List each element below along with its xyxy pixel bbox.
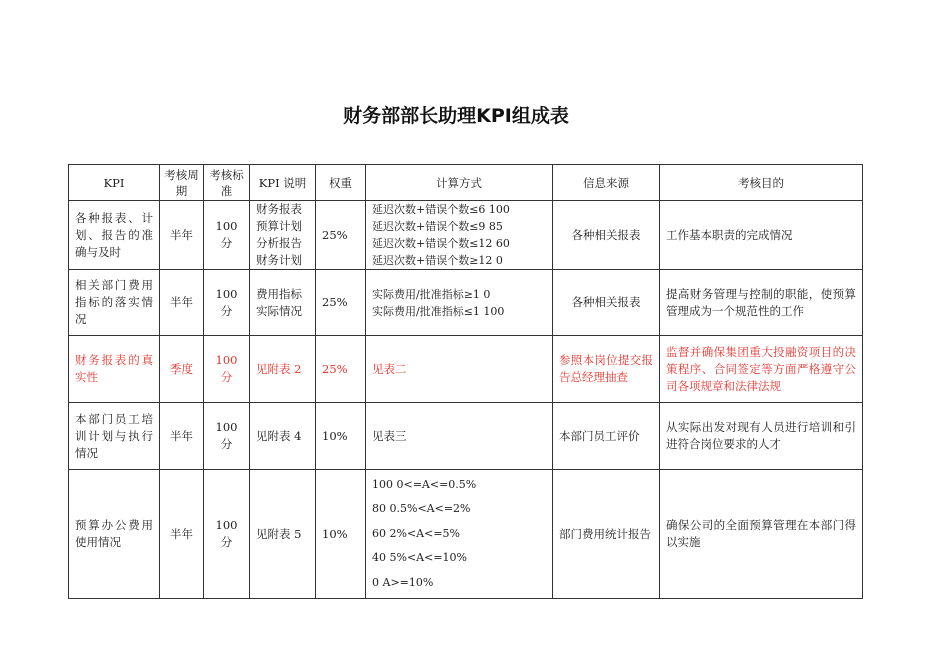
explain-line: 财务计划	[256, 253, 302, 267]
purpose-cell: 提高财务管理与控制的职能，使预算管理成为一个规范性的工作	[660, 270, 863, 336]
table-row	[69, 336, 863, 403]
kpi-table	[68, 164, 863, 599]
table-row	[69, 201, 863, 270]
calc-line: 0 A>=10%	[372, 575, 434, 589]
standard-cell: 100 分	[204, 470, 250, 599]
source-cell: 部门费用统计报告	[553, 470, 660, 599]
calc-cell	[366, 201, 553, 270]
calc-line: 延迟次数+错误个数≤12 60	[372, 237, 510, 250]
calc-line: 延迟次数+错误个数≤6 100	[372, 203, 510, 216]
header-cycle: 考核周期	[160, 165, 204, 201]
calc-line: 80 0.5%<A<=2%	[372, 502, 471, 516]
explain-line: 实际情况	[256, 303, 302, 318]
table-row	[69, 403, 863, 470]
header-explain: KPI 说明	[250, 165, 316, 201]
calc-cell: 见表三	[366, 403, 553, 470]
source-cell: 各种相关报表	[553, 270, 660, 336]
calc-cell: 见表二	[366, 336, 553, 403]
calc-line: 延迟次数+错误个数≤9 85	[372, 220, 503, 233]
calc-line: 实际费用/批准指标≥1 0	[372, 287, 491, 301]
calc-cell	[366, 470, 553, 599]
header-source: 信息来源	[553, 165, 660, 201]
cycle-cell: 半年	[160, 470, 204, 599]
calc-line: 实际费用/批准指标≤1 100	[372, 304, 505, 318]
explain-line: 预算计划	[256, 219, 302, 233]
header-row	[69, 165, 863, 201]
explain-line: 分析报告	[256, 236, 302, 250]
cycle-cell: 季度	[160, 336, 204, 403]
calc-line: 100 0<=A<=0.5%	[372, 477, 477, 491]
explain-cell	[250, 270, 316, 336]
kpi-cell: 相关部门费用指标的落实情况	[69, 270, 160, 336]
kpi-cell: 预算办公费用使用情况	[69, 470, 160, 599]
header-calc: 计算方式	[366, 165, 553, 201]
source-cell: 参照本岗位提交报告总经理抽查	[553, 336, 660, 403]
cycle-cell: 半年	[160, 270, 204, 336]
header-weight: 权重	[316, 165, 366, 201]
cycle-cell: 半年	[160, 201, 204, 270]
header-standard: 考核标准	[204, 165, 250, 201]
explain-cell: 见附表 5	[250, 470, 316, 599]
purpose-cell: 从实际出发对现有人员进行培训和引进符合岗位要求的人才	[660, 403, 863, 470]
explain-cell: 见附表 4	[250, 403, 316, 470]
weight-cell: 25%	[316, 270, 366, 336]
table-row	[69, 270, 863, 336]
kpi-cell: 本部门员工培训计划与执行情况	[69, 403, 160, 470]
weight-cell: 25%	[316, 201, 366, 270]
calc-line: 延迟次数+错误个数≥12 0	[372, 254, 503, 267]
calc-line: 60 2%<A<=5%	[372, 526, 460, 540]
standard-cell: 100 分	[204, 201, 250, 270]
explain-line: 费用指标	[256, 286, 302, 301]
standard-cell: 100 分	[204, 270, 250, 336]
explain-line: 财务报表	[256, 202, 302, 216]
weight-cell: 10%	[316, 403, 366, 470]
standard-cell: 100 分	[204, 403, 250, 470]
purpose-cell: 确保公司的全面预算管理在本部门得以实施	[660, 470, 863, 599]
calc-cell	[366, 270, 553, 336]
kpi-cell: 财务报表的真实性	[69, 336, 160, 403]
table-row	[69, 470, 863, 599]
header-kpi: KPI	[69, 165, 160, 201]
explain-cell: 见附表 2	[250, 336, 316, 403]
standard-cell: 100 分	[204, 336, 250, 403]
explain-cell	[250, 201, 316, 270]
purpose-cell: 工作基本职责的完成情况	[660, 201, 863, 270]
header-purpose: 考核目的	[660, 165, 863, 201]
source-cell: 各种相关报表	[553, 201, 660, 270]
calc-line: 40 5%<A<=10%	[372, 551, 467, 565]
weight-cell: 10%	[316, 470, 366, 599]
source-cell: 本部门员工评价	[553, 403, 660, 470]
cycle-cell: 半年	[160, 403, 204, 470]
page-title: 财务部部长助理KPI组成表	[343, 105, 569, 127]
kpi-cell: 各种报表、计划、报告的准确与及时	[69, 201, 160, 270]
weight-cell: 25%	[316, 336, 366, 403]
purpose-cell: 监督并确保集团重大投融资项目的决策程序、合同签定等方面严格遵守公司各项规章和法律法规	[660, 336, 863, 403]
